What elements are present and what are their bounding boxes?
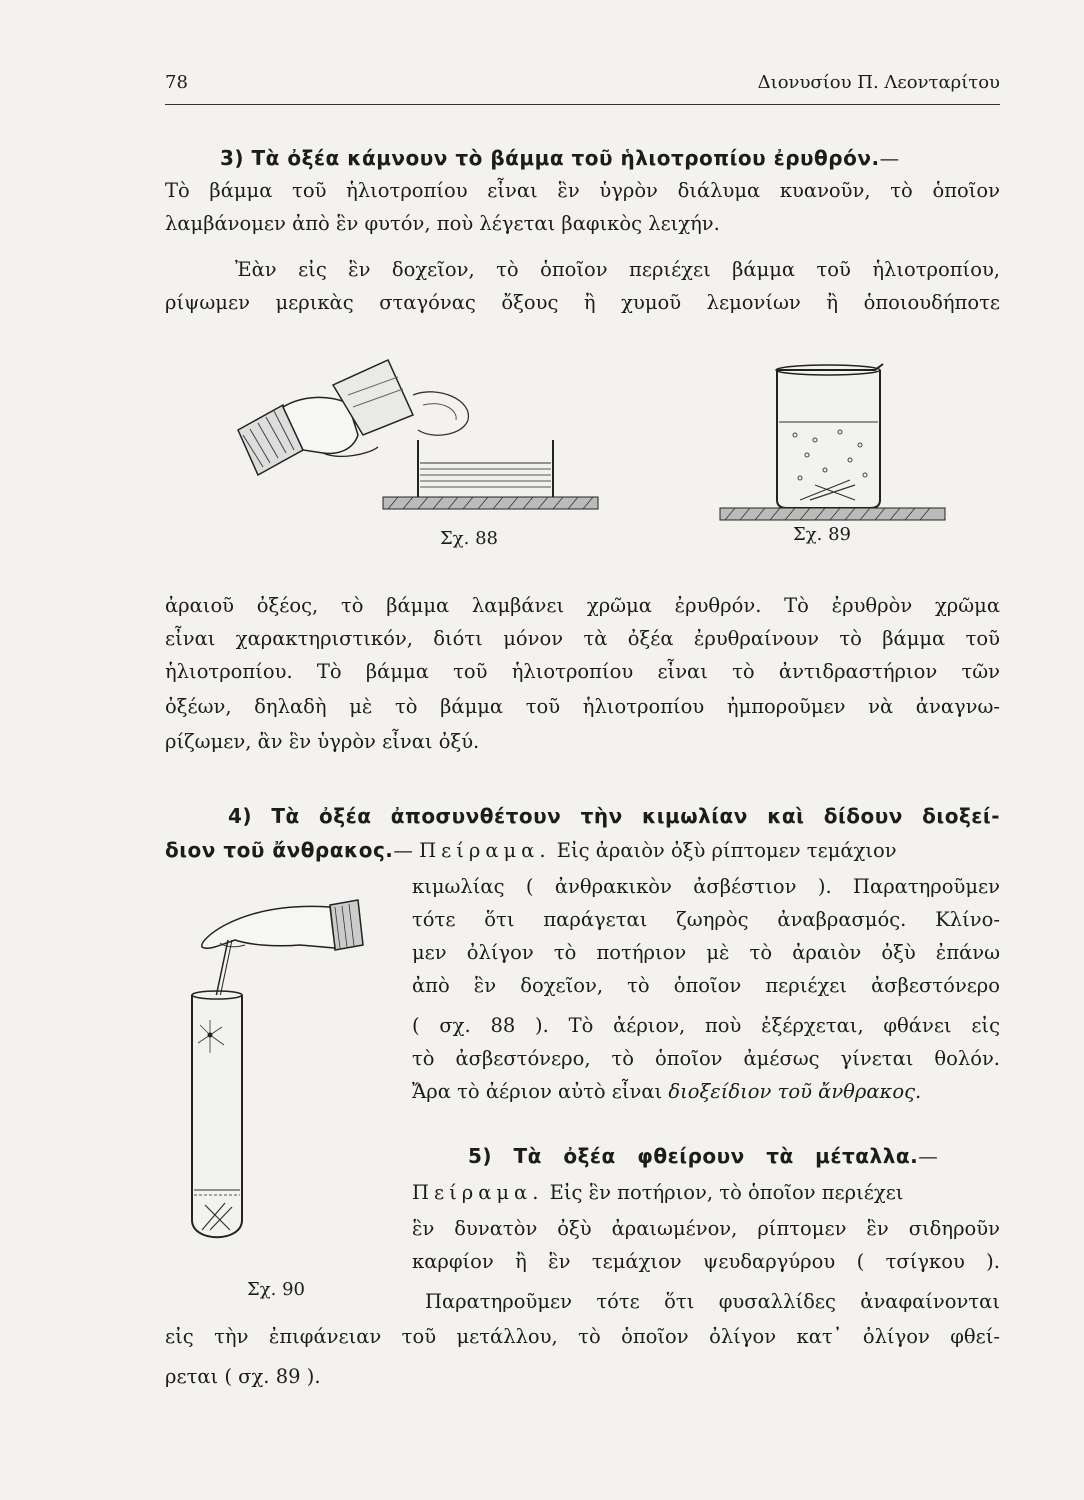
section4-line3: τότε ὅτι παράγεται ζωηρὸς ἀναβρασμός. Κλίνο- [412,908,1000,931]
figure-90-caption: Σχ. 90 [247,1279,305,1300]
header-rule [165,104,1000,105]
figure-89-caption: Σχ. 89 [793,524,851,545]
page-number: 78 [165,72,188,93]
section4-line5: ἀπὸ ἓν δοχεῖον, τὸ ὁποῖον περιέχει ἀσβεστόνερο [412,974,1000,997]
section4-heading-line1: 4) Τὰ ὀξέα ἀποσυνθέτουν τὴν κιμωλίαν καὶ δίδουν διοξεί- [228,804,1000,828]
section4-heading-line2: διον τοῦ ἄνθρακος.— Πείραμα. Εἰς ἀραιὸν ὀξὺ ρίπτομεν τεμάχιον [165,838,897,862]
section3-p3-line4: ὀξέων, δηλαδὴ μὲ τὸ βάμμα τοῦ ἡλιοτροπίου ἠμποροῦμεν νὰ ἀναγνω- [165,695,1000,718]
section5-line3: καρφίον ἢ ἓν τεμάχιον ψευδαργύρου ( τσίγκου ). [412,1250,1000,1273]
section3-p3-line5: ρίζωμεν, ἂν ἓν ὑγρὸν εἶναι ὀξύ. [165,730,480,753]
section3-p3-line1: ἀραιοῦ ὀξέος, τὸ βάμμα λαμβάνει χρῶμα ἐρυθρόν. Τὸ ἐρυθρὸν χρῶμα [165,594,1000,617]
figure-88-caption: Σχ. 88 [440,528,498,549]
figure-89-beaker-illustration [715,360,950,525]
section3-heading: 3) Τὰ ὀξέα κάμνουν τὸ βάμμα τοῦ ἡλιοτροπίου ἐρυθρόν.— [220,146,900,170]
section3-p2-line1: Ἐὰν εἰς ἓν δοχεῖον, τὸ ὁποῖον περιέχει βάμμα τοῦ ἡλιοτροπίου, [235,258,1000,281]
section5-line2: ἓν δυνατὸν ὀξὺ ἀραιωμένον, ρίπτομεν ἓν σιδηροῦν [412,1217,1000,1240]
section3-p3-line3: ἡλιοτροπίου. Τὸ βάμμα τοῦ ἡλιοτροπίου εἶναι τὸ ἀντιδραστήριον τῶν [165,660,1000,683]
section4-line8: Ἄρα τὸ ἀέριον αὐτὸ εἶναι διοξείδιον τοῦ ἄνθρακος. [412,1080,922,1103]
running-title: Διονυσίου Π. Λεονταρίτου [757,72,1000,93]
section4-line2: κιμωλίας ( ἀνθρακικὸν ἀσβέστιον ). Παρατηροῦμεν [412,875,1000,898]
figure-88-pouring-illustration [228,355,608,520]
section4-line6: ( σχ. 88 ). Τὸ ἀέριον, ποὺ ἐξέρχεται, φθάνει εἰς [412,1014,1000,1037]
section5-heading: 5) Τὰ ὀξέα φθείρουν τὰ μέταλλα.— [468,1144,938,1168]
section3-p1-line2: λαμβάνομεν ἀπὸ ἓν φυτόν, ποὺ λέγεται βαφικὸς λειχήν. [165,212,720,235]
section4-line7: τὸ ἀσβεστόνερο, τὸ ὁποῖον ἀμέσως γίνεται θολόν. [412,1047,1000,1070]
section3-p2-line2: ρίψωμεν μερικὰς σταγόνας ὄξους ἢ χυμοῦ λεμονίων ἢ ὁποιουδήποτε [165,291,1000,314]
section3-p3-line2: εἶναι χαρακτηριστικόν, διότι μόνον τὰ ὀξέα ἐρυθραίνουν τὸ βάμμα τοῦ [165,627,1000,650]
section5-line6: ρεται ( σχ. 89 ). [165,1365,321,1388]
page-header [165,72,1000,102]
section5-line5: εἰς τὴν ἐπιφάνειαν τοῦ μετάλλου, τὸ ὁποῖον ὀλίγον κατ᾽ ὀλίγον φθεί- [165,1325,1000,1348]
section3-p1-line1: Τὸ βάμμα τοῦ ἡλιοτροπίου εἶναι ἓν ὑγρὸν διάλυμα κυανοῦν, τὸ ὁποῖον [165,179,1000,202]
figure-90-test-tube-illustration [180,885,370,1275]
section5-line1: Πείραμα. Εἰς ἓν ποτήριον, τὸ ὁποῖον περιέχει [412,1181,904,1204]
section4-line4: μεν ὀλίγον τὸ ποτήριον μὲ τὸ ἀραιὸν ὀξὺ ἐπάνω [412,941,1000,964]
section5-line4: Παρατηροῦμεν τότε ὅτι φυσαλλίδες ἀναφαίνονται [425,1290,1000,1313]
